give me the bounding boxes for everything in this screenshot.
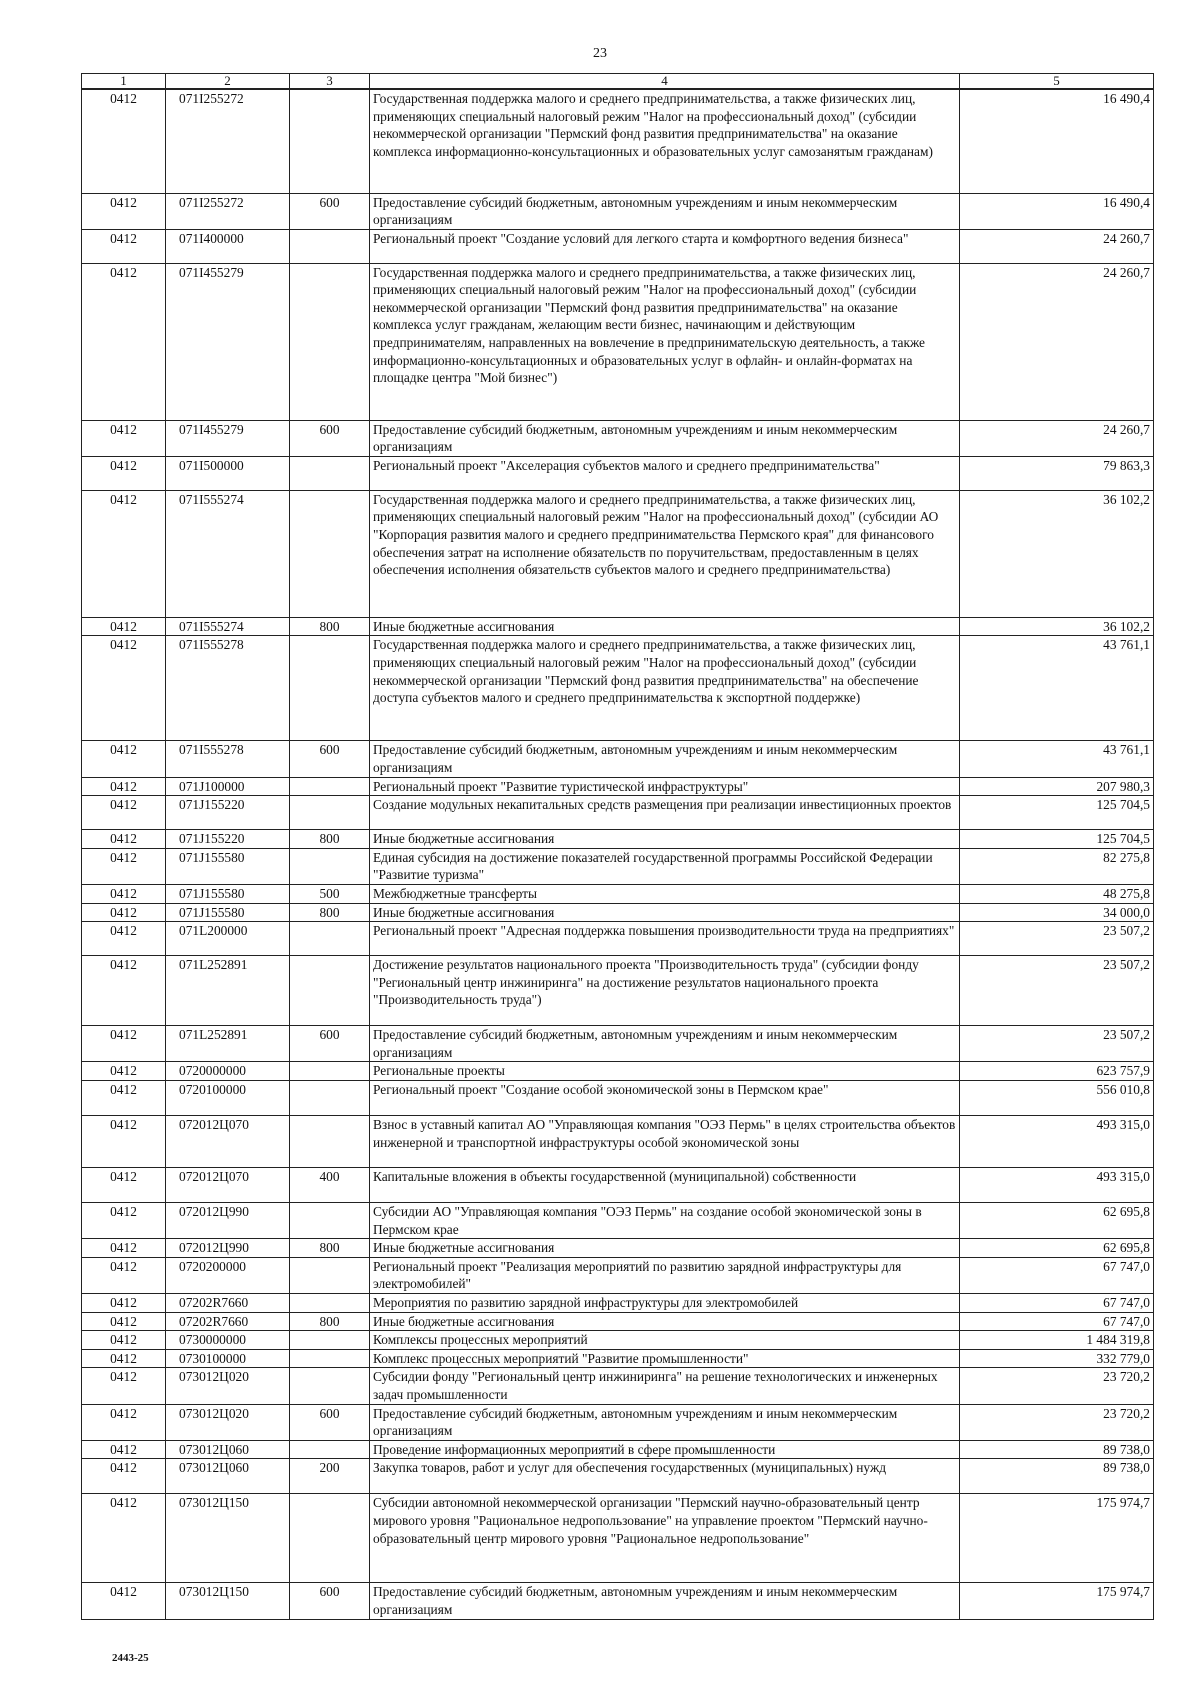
- cell-amount: 24 260,7: [960, 229, 1154, 263]
- cell-name: Предоставление субсидий бюджетным, автономным учреждениям и иным некоммерческим организациям: [370, 1026, 960, 1062]
- cell-amount: 89 738,0: [960, 1459, 1154, 1494]
- cell-expense-type: 600: [290, 193, 370, 229]
- cell-section: 0412: [82, 1257, 166, 1293]
- cell-name: Государственная поддержка малого и среднего предпринимательства, а также физических лиц, применяющих специальный налоговый режим "Налог на профессиональный доход" (субсидии некоммерческой организации "Пермский фонд развития предпринимательства" на оказание комплекса информационно-консультационных и образовательных услуг самозанятым гражданам): [370, 89, 960, 193]
- cell-name: Предоставление субсидий бюджетным, автономным учреждениям и иным некоммерческим организациям: [370, 741, 960, 777]
- table-row: [82, 1368, 1154, 1404]
- cell-target-code: 071J155220: [166, 796, 290, 830]
- cell-section: 0412: [82, 456, 166, 490]
- footer-document-code: 2443-25: [112, 1652, 149, 1664]
- cell-name: Достижение результатов национального проекта "Производительность труда" (субсидии фонду "Региональный центр инжиниринга" на достижение результатов национального проекта "Производительность труда"): [370, 956, 960, 1026]
- cell-amount: 23 507,2: [960, 1026, 1154, 1062]
- cell-expense-type: [290, 1257, 370, 1293]
- cell-name: Государственная поддержка малого и среднего предпринимательства, а также физических лиц, применяющих специальный налоговый режим "Налог на профессиональный доход" (субсидии некоммерческой организации "Пермский фонд развития предпринимательства" на обеспечение доступа субъектов малого и среднего предпринимательства к экспортной поддержке): [370, 636, 960, 741]
- cell-target-code: 071I455279: [166, 420, 290, 456]
- cell-expense-type: [290, 848, 370, 884]
- cell-section: 0412: [82, 741, 166, 777]
- cell-section: 0412: [82, 1062, 166, 1081]
- cell-target-code: 071I255272: [166, 89, 290, 193]
- cell-target-code: 073012Ц020: [166, 1404, 290, 1440]
- cell-section: 0412: [82, 89, 166, 193]
- cell-name: Взнос в уставный капитал АО "Управляющая компания "ОЭЗ Пермь" в целях строительства объектов инженерной и транспортной инфраструктуры особой экономической зоны: [370, 1116, 960, 1168]
- cell-section: 0412: [82, 1404, 166, 1440]
- cell-amount: 62 695,8: [960, 1239, 1154, 1258]
- cell-expense-type: [290, 1116, 370, 1168]
- table-row: [82, 636, 1154, 741]
- cell-amount: 48 275,8: [960, 885, 1154, 904]
- cell-name: Субсидии автономной некоммерческой организации "Пермский научно-образовательный центр мирового уровня "Рациональное недропользование" на управление проектом "Пермский научно-образовательный центр мирового уровня "Рациональное недропользование": [370, 1494, 960, 1583]
- cell-expense-type: 800: [290, 830, 370, 849]
- cell-target-code: 071I455279: [166, 263, 290, 420]
- table-row: [82, 1312, 1154, 1331]
- cell-amount: 23 507,2: [960, 922, 1154, 956]
- table-row: [82, 777, 1154, 796]
- table-row: [82, 1583, 1154, 1619]
- table-row: [82, 796, 1154, 830]
- cell-amount: 207 980,3: [960, 777, 1154, 796]
- table-row: [82, 1257, 1154, 1293]
- cell-section: 0412: [82, 617, 166, 636]
- cell-name: Проведение информационных мероприятий в сфере промышленности: [370, 1440, 960, 1459]
- cell-section: 0412: [82, 636, 166, 741]
- cell-section: 0412: [82, 903, 166, 922]
- cell-section: 0412: [82, 1349, 166, 1368]
- cell-amount: 16 490,4: [960, 193, 1154, 229]
- cell-expense-type: 800: [290, 617, 370, 636]
- cell-section: 0412: [82, 956, 166, 1026]
- cell-name: Закупка товаров, работ и услуг для обеспечения государственных (муниципальных) нужд: [370, 1459, 960, 1494]
- cell-expense-type: 200: [290, 1459, 370, 1494]
- table-row: [82, 830, 1154, 849]
- column-header: 4: [370, 74, 960, 90]
- cell-name: Иные бюджетные ассигнования: [370, 830, 960, 849]
- cell-name: Иные бюджетные ассигнования: [370, 1239, 960, 1258]
- table-row: [82, 1459, 1154, 1494]
- cell-section: 0412: [82, 922, 166, 956]
- column-header: 2: [166, 74, 290, 90]
- cell-section: 0412: [82, 1116, 166, 1168]
- cell-expense-type: [290, 1331, 370, 1350]
- cell-name: Предоставление субсидий бюджетным, автономным учреждениям и иным некоммерческим организациям: [370, 193, 960, 229]
- cell-amount: 43 761,1: [960, 741, 1154, 777]
- cell-name: Региональный проект "Создание особой экономической зоны в Пермском крае": [370, 1081, 960, 1116]
- cell-amount: 34 000,0: [960, 903, 1154, 922]
- table-row: [82, 922, 1154, 956]
- cell-section: 0412: [82, 193, 166, 229]
- cell-expense-type: [290, 229, 370, 263]
- cell-name: Региональный проект "Реализация мероприятий по развитию зарядной инфраструктуры для электромобилей": [370, 1257, 960, 1293]
- cell-expense-type: [290, 89, 370, 193]
- cell-section: 0412: [82, 1494, 166, 1583]
- cell-target-code: 0730000000: [166, 1331, 290, 1350]
- cell-amount: 493 315,0: [960, 1168, 1154, 1203]
- cell-section: 0412: [82, 1081, 166, 1116]
- table-row: [82, 1293, 1154, 1312]
- table-row: [82, 1062, 1154, 1081]
- page-number: 23: [593, 46, 607, 61]
- cell-name: Государственная поддержка малого и среднего предпринимательства, а также физических лиц, применяющих специальный налоговый режим "Налог на профессиональный доход" (субсидии некоммерческой организации "Пермский фонд развития предпринимательства" на оказание комплекса услуг гражданам, желающим вести бизнес, начинающим и действующим предпринимателям, направленных на вовлечение в предпринимательскую деятельность, а также информационно-консультационных и образовательных услуг в офлайн- и онлайн-форматах на площадке центра "Мой бизнес"): [370, 263, 960, 420]
- cell-target-code: 072012Ц070: [166, 1116, 290, 1168]
- cell-section: 0412: [82, 1583, 166, 1619]
- column-header: 3: [290, 74, 370, 90]
- table-row: [82, 1331, 1154, 1350]
- cell-amount: 43 761,1: [960, 636, 1154, 741]
- cell-name: Мероприятия по развитию зарядной инфраструктуры для электромобилей: [370, 1293, 960, 1312]
- cell-target-code: 071J100000: [166, 777, 290, 796]
- cell-amount: 67 747,0: [960, 1312, 1154, 1331]
- cell-target-code: 071J155580: [166, 848, 290, 884]
- column-header: 1: [82, 74, 166, 90]
- cell-amount: 67 747,0: [960, 1293, 1154, 1312]
- table-row: [82, 1440, 1154, 1459]
- cell-section: 0412: [82, 777, 166, 796]
- cell-section: 0412: [82, 848, 166, 884]
- table-row: [82, 229, 1154, 263]
- cell-expense-type: [290, 456, 370, 490]
- cell-section: 0412: [82, 1331, 166, 1350]
- cell-target-code: 071L200000: [166, 922, 290, 956]
- cell-expense-type: [290, 636, 370, 741]
- table-row: [82, 89, 1154, 193]
- cell-target-code: 0720200000: [166, 1257, 290, 1293]
- cell-name: Комплексы процессных мероприятий: [370, 1331, 960, 1350]
- cell-section: 0412: [82, 1239, 166, 1258]
- table-row: [82, 1404, 1154, 1440]
- cell-expense-type: 600: [290, 741, 370, 777]
- cell-amount: 125 704,5: [960, 796, 1154, 830]
- cell-target-code: 071L252891: [166, 956, 290, 1026]
- cell-amount: 1 484 319,8: [960, 1331, 1154, 1350]
- cell-name: Субсидии фонду "Региональный центр инжиниринга" на решение технологических и инженерных задач промышленности: [370, 1368, 960, 1404]
- cell-target-code: 0730100000: [166, 1349, 290, 1368]
- cell-expense-type: [290, 1440, 370, 1459]
- cell-target-code: 072012Ц990: [166, 1203, 290, 1239]
- cell-amount: 67 747,0: [960, 1257, 1154, 1293]
- cell-amount: 175 974,7: [960, 1583, 1154, 1619]
- table-row: [82, 263, 1154, 420]
- cell-name: Региональный проект "Создание условий для легкого старта и комфортного ведения бизнеса": [370, 229, 960, 263]
- cell-target-code: 072012Ц990: [166, 1239, 290, 1258]
- cell-expense-type: [290, 1368, 370, 1404]
- cell-expense-type: 600: [290, 1583, 370, 1619]
- cell-expense-type: 800: [290, 1239, 370, 1258]
- column-header: 5: [960, 74, 1154, 90]
- cell-target-code: 071J155580: [166, 903, 290, 922]
- cell-target-code: 073012Ц020: [166, 1368, 290, 1404]
- cell-expense-type: [290, 263, 370, 420]
- cell-target-code: 071L252891: [166, 1026, 290, 1062]
- cell-section: 0412: [82, 885, 166, 904]
- table-row: [82, 1026, 1154, 1062]
- cell-section: 0412: [82, 1203, 166, 1239]
- cell-amount: 36 102,2: [960, 617, 1154, 636]
- table-row: [82, 490, 1154, 617]
- cell-target-code: 071I555278: [166, 741, 290, 777]
- cell-expense-type: 800: [290, 903, 370, 922]
- table-row: [82, 617, 1154, 636]
- cell-amount: 89 738,0: [960, 1440, 1154, 1459]
- cell-name: Иные бюджетные ассигнования: [370, 617, 960, 636]
- table-row: [82, 1168, 1154, 1203]
- cell-target-code: 071I255272: [166, 193, 290, 229]
- table-row: [82, 848, 1154, 884]
- cell-amount: 23 507,2: [960, 956, 1154, 1026]
- cell-name: Государственная поддержка малого и среднего предпринимательства, а также физических лиц, применяющих специальный налоговый режим "Налог на профессиональный доход" (субсидии АО "Корпорация развития малого и среднего предпринимательства Пермского края" для финансового обеспечения затрат на исполнение обязательств по поручительствам, предоставленным в целях обеспечения исполнения обязательств субъектов малого и среднего предпринимательства): [370, 490, 960, 617]
- budget-table: [81, 73, 1154, 1620]
- table-body: [82, 89, 1154, 1619]
- cell-target-code: 0720000000: [166, 1062, 290, 1081]
- cell-amount: 23 720,2: [960, 1368, 1154, 1404]
- cell-section: 0412: [82, 229, 166, 263]
- cell-target-code: 073012Ц060: [166, 1440, 290, 1459]
- cell-expense-type: 600: [290, 420, 370, 456]
- table-row: [82, 1239, 1154, 1258]
- cell-amount: 556 010,8: [960, 1081, 1154, 1116]
- table-row: [82, 456, 1154, 490]
- cell-section: 0412: [82, 1312, 166, 1331]
- cell-name: Иные бюджетные ассигнования: [370, 1312, 960, 1331]
- cell-section: 0412: [82, 796, 166, 830]
- cell-name: Предоставление субсидий бюджетным, автономным учреждениям и иным некоммерческим организациям: [370, 420, 960, 456]
- cell-expense-type: [290, 1349, 370, 1368]
- table-row: [82, 1081, 1154, 1116]
- table-header-row: [82, 74, 1154, 90]
- cell-expense-type: 400: [290, 1168, 370, 1203]
- cell-section: 0412: [82, 1168, 166, 1203]
- table-row: [82, 1116, 1154, 1168]
- cell-target-code: 071J155580: [166, 885, 290, 904]
- cell-section: 0412: [82, 830, 166, 849]
- cell-expense-type: [290, 1081, 370, 1116]
- cell-expense-type: [290, 490, 370, 617]
- cell-expense-type: [290, 796, 370, 830]
- cell-section: 0412: [82, 420, 166, 456]
- cell-section: 0412: [82, 1440, 166, 1459]
- cell-target-code: 071I555274: [166, 617, 290, 636]
- table-row: [82, 1203, 1154, 1239]
- cell-name: Межбюджетные трансферты: [370, 885, 960, 904]
- cell-section: 0412: [82, 1293, 166, 1312]
- table-row: [82, 885, 1154, 904]
- cell-name: Единая субсидия на достижение показателей государственной программы Российской Федерации "Развитие туризма": [370, 848, 960, 884]
- cell-name: Комплекс процессных мероприятий "Развитие промышленности": [370, 1349, 960, 1368]
- cell-expense-type: 800: [290, 1312, 370, 1331]
- cell-amount: 24 260,7: [960, 263, 1154, 420]
- cell-name: Предоставление субсидий бюджетным, автономным учреждениям и иным некоммерческим организациям: [370, 1404, 960, 1440]
- cell-target-code: 071I555278: [166, 636, 290, 741]
- cell-amount: 82 275,8: [960, 848, 1154, 884]
- cell-amount: 175 974,7: [960, 1494, 1154, 1583]
- cell-name: Региональный проект "Развитие туристической инфраструктуры": [370, 777, 960, 796]
- cell-amount: 332 779,0: [960, 1349, 1154, 1368]
- cell-name: Региональный проект "Акселерация субъектов малого и среднего предпринимательства": [370, 456, 960, 490]
- cell-target-code: 071J155220: [166, 830, 290, 849]
- cell-expense-type: [290, 1062, 370, 1081]
- cell-expense-type: [290, 1293, 370, 1312]
- table-row: [82, 741, 1154, 777]
- cell-amount: 36 102,2: [960, 490, 1154, 617]
- cell-name: Капитальные вложения в объекты государственной (муниципальной) собственности: [370, 1168, 960, 1203]
- cell-target-code: 071I400000: [166, 229, 290, 263]
- table-row: [82, 1349, 1154, 1368]
- cell-name: Региональный проект "Адресная поддержка повышения производительности труда на предприятиях": [370, 922, 960, 956]
- cell-amount: 623 757,9: [960, 1062, 1154, 1081]
- table-row: [82, 956, 1154, 1026]
- cell-section: 0412: [82, 490, 166, 617]
- cell-amount: 79 863,3: [960, 456, 1154, 490]
- cell-expense-type: [290, 956, 370, 1026]
- cell-amount: 493 315,0: [960, 1116, 1154, 1168]
- cell-target-code: 07202R7660: [166, 1293, 290, 1312]
- cell-target-code: 071I500000: [166, 456, 290, 490]
- cell-amount: 16 490,4: [960, 89, 1154, 193]
- cell-amount: 23 720,2: [960, 1404, 1154, 1440]
- cell-name: Предоставление субсидий бюджетным, автономным учреждениям и иным некоммерческим организациям: [370, 1583, 960, 1619]
- table-row: [82, 903, 1154, 922]
- cell-expense-type: [290, 1203, 370, 1239]
- cell-expense-type: [290, 1494, 370, 1583]
- cell-target-code: 073012Ц150: [166, 1583, 290, 1619]
- cell-amount: 125 704,5: [960, 830, 1154, 849]
- cell-expense-type: 600: [290, 1404, 370, 1440]
- cell-target-code: 07202R7660: [166, 1312, 290, 1331]
- cell-section: 0412: [82, 1459, 166, 1494]
- cell-target-code: 073012Ц150: [166, 1494, 290, 1583]
- cell-amount: 24 260,7: [960, 420, 1154, 456]
- table-row: [82, 1494, 1154, 1583]
- cell-section: 0412: [82, 263, 166, 420]
- cell-name: Региональные проекты: [370, 1062, 960, 1081]
- cell-name: Иные бюджетные ассигнования: [370, 903, 960, 922]
- cell-section: 0412: [82, 1026, 166, 1062]
- cell-target-code: 071I555274: [166, 490, 290, 617]
- table-row: [82, 193, 1154, 229]
- cell-target-code: 072012Ц070: [166, 1168, 290, 1203]
- cell-target-code: 0720100000: [166, 1081, 290, 1116]
- cell-amount: 62 695,8: [960, 1203, 1154, 1239]
- cell-expense-type: 600: [290, 1026, 370, 1062]
- cell-name: Субсидии АО "Управляющая компания "ОЭЗ Пермь" на создание особой экономической зоны в Пермском крае: [370, 1203, 960, 1239]
- table-row: [82, 420, 1154, 456]
- cell-target-code: 073012Ц060: [166, 1459, 290, 1494]
- cell-name: Создание модульных некапитальных средств размещения при реализации инвестиционных проектов: [370, 796, 960, 830]
- cell-section: 0412: [82, 1368, 166, 1404]
- cell-expense-type: 500: [290, 885, 370, 904]
- cell-expense-type: [290, 922, 370, 956]
- cell-expense-type: [290, 777, 370, 796]
